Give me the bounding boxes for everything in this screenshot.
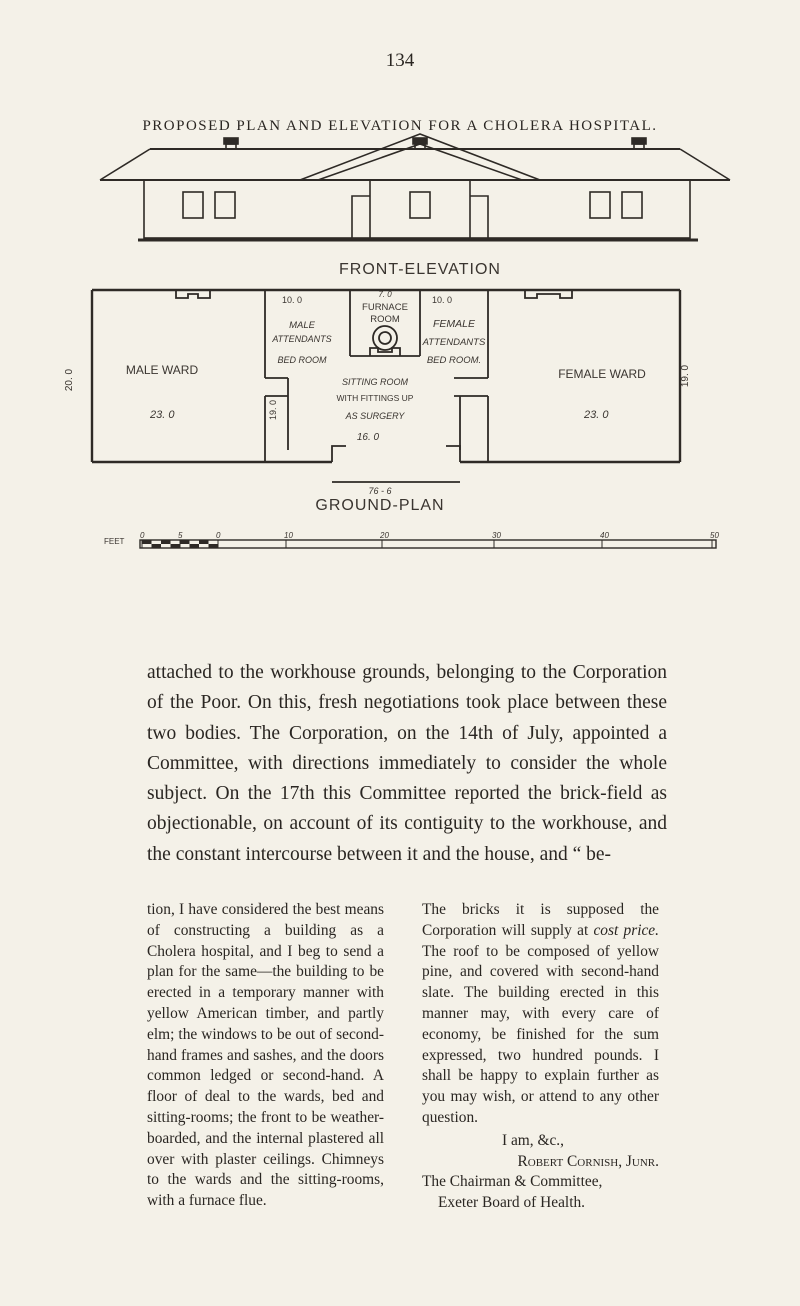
male-ward-side-dimension: 20. 0 [64, 368, 75, 392]
scale-segment [190, 544, 200, 548]
female-ward-dimension: 23. 0 [584, 409, 609, 421]
male-ward-label: MALE WARD [125, 363, 199, 377]
cost-price-italic: cost price. [593, 921, 659, 939]
window-2 [215, 192, 235, 218]
scale-tick-label: 5 [178, 531, 183, 540]
sitting-room-line3: AS SURGERY [345, 411, 405, 421]
plan-drawing [64, 160, 800, 620]
female-attendants-line2: ATTENDANTS [422, 337, 486, 348]
scale-segment [209, 544, 219, 548]
intro-paragraph: attached to the workhouse grounds, belonging to the Corporation of the Poor. On this, fresh negotiations took place between these two bodies. The Corporation, on the 14th of July, appointed a Committee, with directions immediately to consider the whole subject. On the 17th this Committee reported the brick-field as objectionable, on account of its contiguity to the workhouse, and the constant intercourse between it and the house, and “ be- [147, 662, 667, 865]
furnace-line2: ROOM [370, 314, 400, 325]
scale-segment [171, 544, 181, 548]
female-ward-side-dimension: 19. 0 [680, 364, 691, 388]
male-attendants-line1: MALE [289, 320, 315, 331]
scale-bar-outline [140, 540, 716, 548]
right-column-text [422, 900, 659, 1129]
window-3 [410, 192, 430, 218]
right-column-text-b: The roof to be composed of yellow pine, and covered with second-hand slate. The building erected in this manner may, with every care of economy, be finished for the sum expressed, two hundred pounds. I shall be happy to explain further as you may wish, or attend to any other question. [422, 942, 659, 1126]
male-attendants-side-dimension: 19. 0 [268, 399, 278, 421]
scale-tick-label: 50 [710, 531, 719, 540]
front-elevation [100, 134, 730, 240]
ground-plan-label: GROUND-PLAN [315, 497, 445, 514]
sitting-room-line2: WITH FITTINGS UP [336, 393, 414, 403]
sitting-room-dimension: 16. 0 [356, 432, 380, 443]
scale-unit: FEET [104, 537, 125, 546]
male-attendants-dimension: 10. 0 [282, 295, 303, 305]
female-attendants-line3: BED ROOM. [426, 355, 482, 366]
male-attendants-line2: ATTENDANTS [272, 334, 332, 344]
left-column-text: tion, I have considered the best means of constructing a building as a Cholera hospital, and I beg to send a plan for the same—the building to be erected in a temporary manner with yellow American timber, and partly elm; the windows to be out of second-hand frames and sashes, and the doors common ledged or second-hand. A floor of deal to the wards, bed and sitting-rooms; the front to be weather-boarded, and the internal plastered all over with plaster ceilings. Chimneys to the wards and the sitting-rooms, with a furnace flue. [147, 901, 384, 1210]
male-attendants-line3: BED ROOM [277, 355, 327, 365]
scale-tick-label: 40 [600, 531, 609, 540]
scale-segment [180, 540, 190, 544]
letter-right-column [422, 900, 659, 1214]
page-number: 134 [385, 50, 415, 71]
total-length-dimension: 76 - 6 [368, 486, 392, 496]
signature-block [422, 1131, 659, 1214]
signature-name: Robert Cornish, Junr. [517, 1152, 659, 1170]
signature-closing: I am, &c., [502, 1131, 564, 1149]
letter-left-column [147, 900, 384, 1212]
scale-segment [142, 540, 152, 544]
scale-segment [152, 544, 162, 548]
furnace-line1: FURNACE [362, 302, 408, 313]
right-column-text-a: The bricks it is supposed the Corporation will supply at [422, 901, 659, 939]
window-1 [183, 192, 203, 218]
hospital-plan-plate [64, 160, 800, 620]
chimney-right [632, 138, 646, 149]
furnace-dimension: 7. 0 [378, 290, 392, 299]
scale-tick-label: 30 [492, 531, 501, 540]
scale-bar [104, 531, 719, 548]
signature-board: Exeter Board of Health. [438, 1194, 586, 1212]
elevation-label: FRONT-ELEVATION [339, 261, 501, 278]
scale-tick-label: 0 [140, 531, 145, 540]
female-attendants-dimension: 10. 0 [432, 295, 453, 305]
chimney-left [224, 138, 238, 149]
window-4 [590, 192, 610, 218]
scale-tick-label: 10 [284, 531, 293, 540]
scale-tick-label: 20 [380, 531, 389, 540]
male-ward-dimension: 23. 0 [150, 409, 175, 421]
female-attendants-line1: FEMALE [432, 318, 476, 330]
scale-segment [199, 540, 209, 544]
scale-tick-label: 0 [216, 531, 221, 540]
signature-title: The Chairman & Committee, [422, 1173, 603, 1191]
window-5 [622, 192, 642, 218]
sitting-room-line1: SITTING ROOM [342, 377, 408, 387]
female-ward-label: FEMALE WARD [558, 367, 646, 381]
plate-title: PROPOSED PLAN AND ELEVATION FOR A CHOLERA HOSPITAL. [142, 118, 658, 134]
scale-segment [161, 540, 171, 544]
